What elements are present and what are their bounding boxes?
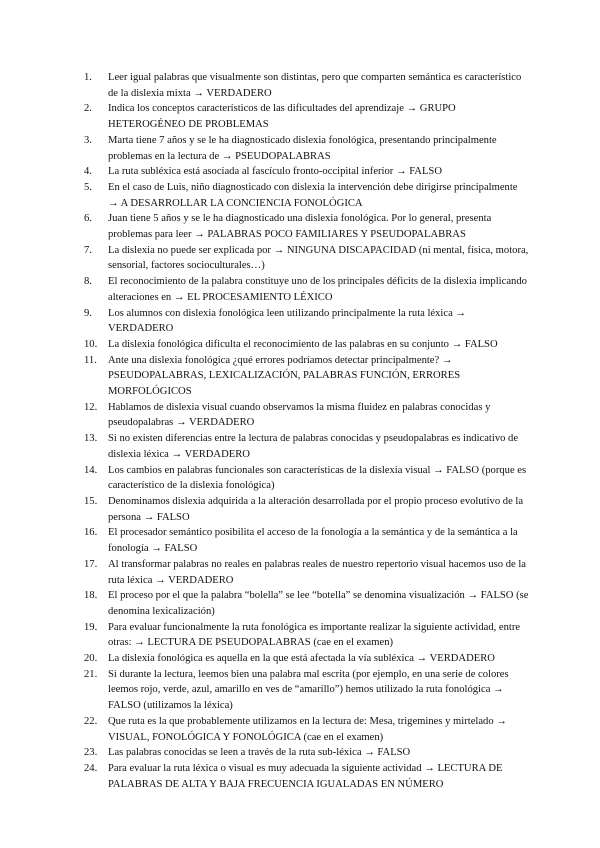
item-text: La dislexia fonológica es aquella en la que está afectada la vía subléxica → VERDADERO (108, 653, 495, 665)
list-item (84, 353, 529, 400)
item-number: 18. (84, 590, 98, 602)
item-number: 9. (84, 307, 92, 319)
item-text: Leer igual palabras que visualmente son distintas, pero que comparten semántica es característico de la dislexia mixta → VERDADERO (108, 72, 522, 99)
list-item (84, 651, 529, 667)
item-number: 1. (84, 72, 92, 83)
item-number: 8. (84, 276, 92, 288)
item-number: 6. (84, 213, 92, 225)
item-number: 4. (84, 166, 92, 178)
list-item (84, 211, 529, 242)
list-item (84, 714, 529, 745)
list-item (84, 494, 529, 525)
item-number: 17. (84, 558, 98, 570)
item-number: 3. (84, 134, 92, 146)
item-number: 10. (84, 338, 98, 350)
item-text: Si no existen diferencias entre la lectura de palabras conocidas y pseudopalabras es indicativo de dislexia léxica → VERDADERO (108, 433, 519, 460)
item-text: La ruta subléxica está asociada al fascículo fronto-occipital inferior → FALSO (108, 166, 442, 178)
list-item (84, 463, 529, 494)
item-number: 19. (84, 621, 98, 633)
list-item (84, 70, 529, 101)
item-text: Marta tiene 7 años y se le ha diagnosticado dislexia fonológica, presentando principalmente problemas en la lectura de → PSEUDOPALABRAS (108, 134, 497, 162)
item-text: Ante una dislexia fonológica ¿qué errores podríamos detectar principalmente? → PSEUDOPALABRAS, LEXICALIZACIÓN, PALABRAS FUNCIÓN, ERRORES MORFOLÓGICOS (108, 354, 461, 398)
item-number: 12. (84, 401, 98, 413)
item-text: Que ruta es la que probablemente utilizamos en la lectura de: Mesa, trigemines y mirtelado → VISUAL, FONOLÓGICA Y FONOLÓGICA (cae en el examen) (108, 715, 507, 743)
list-item (84, 164, 529, 180)
item-number: 5. (84, 181, 92, 193)
list-item (84, 101, 529, 132)
item-number: 20. (84, 653, 98, 665)
list-item (84, 667, 529, 714)
item-number: 22. (84, 715, 98, 727)
item-text: Hablamos de dislexia visual cuando observamos la misma fluidez en palabras conocidas y pseudopalabras → VERDADERO (108, 401, 491, 429)
list-item (84, 620, 529, 651)
list-item (84, 761, 529, 792)
item-text: La dislexia no puede ser explicada por → NINGUNA DISCAPACIDAD (ni mental, física, motora, sensorial, factores socioculturales…) (108, 244, 529, 272)
item-text: Al transformar palabras no reales en palabras reales de nuestro repertorio visual hacemos uso de la ruta léxica → VERDADERO (108, 558, 526, 586)
list-item (84, 180, 529, 211)
item-text: La dislexia fonológica dificulta el reconocimiento de las palabras en su conjunto → FALSO (108, 338, 498, 350)
item-text: Los cambios en palabras funcionales son características de la dislexia visual → FALSO (porque es característico de la dislexia fonológica) (108, 464, 527, 492)
item-text: Si durante la lectura, leemos bien una palabra mal escrita (por ejemplo, en una serie de colores leemos rojo, verde, azul, amarillo en ves de “amarillo”) hemos utilizado la ruta fonológica → FALSO (utilizamos la léxica) (108, 668, 509, 712)
item-number: 23. (84, 747, 98, 759)
item-number: 21. (84, 668, 98, 680)
item-number: 2. (84, 103, 92, 115)
item-number: 13. (84, 433, 98, 445)
item-text: Los alumnos con dislexia fonológica leen utilizando principalmente la ruta léxica → VERDADERO (108, 307, 467, 335)
item-text: Denominamos dislexia adquirida a la alteración desarrollada por el propio proceso evolutivo de la persona → FALSO (108, 495, 524, 523)
item-text: Las palabras conocidas se leen a través de la ruta sub-léxica → FALSO (108, 747, 411, 759)
item-text: Para evaluar funcionalmente la ruta fonológica es importante realizar la siguiente actividad, entre otras: → LECTURA DE PSEUDOPALABRAS (cae en el examen) (108, 621, 521, 649)
item-number: 24. (84, 762, 98, 774)
item-number: 11. (84, 354, 97, 366)
list-item (84, 557, 529, 588)
list-item (84, 745, 529, 761)
question-list (84, 70, 529, 792)
list-item (84, 431, 529, 462)
item-text: El proceso por el que la palabra “bolella” se lee “botella” se denomina visualización → FALSO (se denomina lexicalización) (108, 590, 529, 617)
item-number: 16. (84, 527, 98, 539)
list-item (84, 243, 529, 274)
list-item (84, 588, 529, 619)
item-text: El reconocimiento de la palabra constituye uno de los principales déficits de la dislexia implicando alteraciones en → EL PROCESAMIENTO LÉXICO (108, 276, 527, 303)
item-number: 14. (84, 464, 98, 476)
list-item (84, 306, 529, 337)
list-item (84, 525, 529, 556)
list-item (84, 133, 529, 164)
item-text: Juan tiene 5 años y se le ha diagnosticado una dislexia fonológica. Por lo general, presenta problemas para leer → PALABRAS POCO FAMILIARES Y PSEUDOPALABRAS (108, 213, 492, 241)
item-text: En el caso de Luis, niño diagnosticado con dislexia la intervención debe dirigirse principalmente → A DESARROLLAR LA CONCIENCIA FONOLÓGICA (108, 181, 518, 209)
item-text: El procesador semántico posibilita el acceso de la fonología a la semántica y de la semántica a la fonología → FALSO (108, 527, 518, 555)
list-item (84, 400, 529, 431)
list-item (84, 337, 529, 353)
item-text: Indica los conceptos característicos de las dificultades del aprendizaje → GRUPO HETEROGÉNEO DE PROBLEMAS (108, 103, 456, 131)
item-number: 15. (84, 495, 98, 507)
item-text: Para evaluar la ruta léxica o visual es muy adecuada la siguiente actividad → LECTURA DE PALABRAS DE ALTA Y BAJA FRECUENCIA IGUALADAS EN NÚMERO (108, 762, 503, 790)
item-number: 7. (84, 244, 92, 256)
list-item (84, 274, 529, 305)
